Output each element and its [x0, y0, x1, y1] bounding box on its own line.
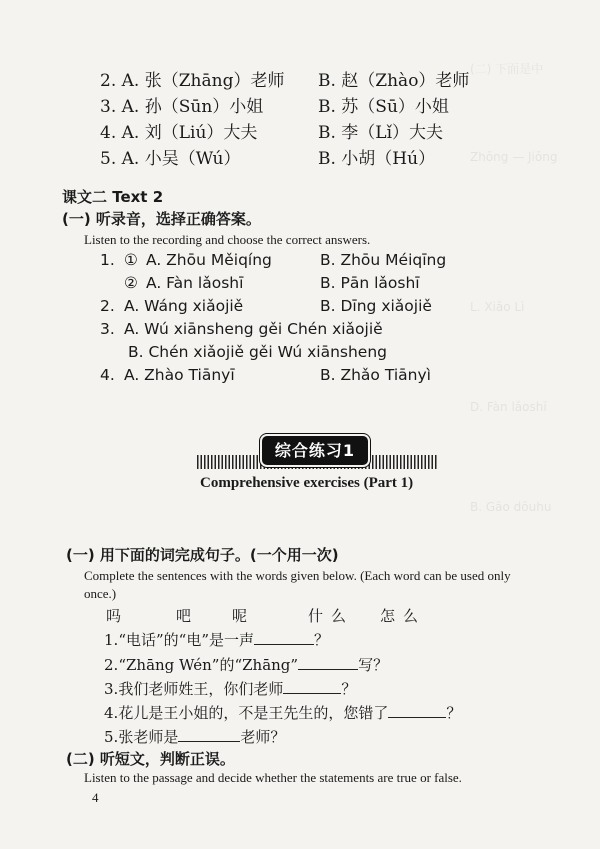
- question-number: 1.: [104, 631, 119, 649]
- sentence-text: 张老师是: [118, 728, 179, 746]
- option-a: A. 孙（Sūn）小姐: [121, 97, 264, 117]
- sub-question-marker: ②: [124, 274, 138, 292]
- sentence-text: 写？: [358, 656, 389, 674]
- answer-blank[interactable]: [388, 703, 446, 718]
- option-a: A. Wáng xiǎojiě: [124, 297, 244, 315]
- word-bank-item: 什么: [308, 607, 355, 625]
- question-number: 2.: [104, 656, 119, 674]
- question-number: 4.: [104, 704, 119, 722]
- word-bank-item: 吗: [106, 607, 122, 625]
- word-bank-item: 呢: [232, 607, 248, 625]
- sentence-text: “电话”的“电”是一声: [118, 631, 254, 649]
- option-b: B. 苏（Sū）小姐: [318, 97, 449, 117]
- answer-blank[interactable]: [298, 655, 358, 670]
- question-number: 5.: [104, 728, 119, 746]
- choice-row: [318, 118, 443, 143]
- choice-row: [318, 144, 435, 169]
- sentence-text: ？: [341, 680, 357, 698]
- sentence-row: [104, 654, 388, 675]
- option-a: A. Fàn lǎoshī: [146, 274, 244, 292]
- question-number: 4.: [100, 366, 115, 384]
- option-a: A. 刘（Liú）大夫: [121, 123, 258, 143]
- question-number: 3.: [100, 320, 115, 338]
- banner-subtitle: Comprehensive exercises (Part 1): [200, 475, 414, 491]
- exercise-instruction: Listen to the recording and choose the correct answers.: [84, 232, 371, 247]
- word-bank-item: 吧: [176, 607, 192, 625]
- question-number: 2.: [100, 297, 115, 315]
- question-number: 1.: [100, 251, 115, 269]
- question-number: 2.: [100, 71, 117, 91]
- answer-blank[interactable]: [254, 630, 314, 645]
- option-a: A. 小吴（Wú）: [121, 149, 241, 169]
- option-b: B. 李（Lǐ）大夫: [318, 123, 444, 143]
- choice-row: [318, 92, 449, 117]
- choice-row: [100, 92, 263, 117]
- answer-blank[interactable]: [178, 727, 240, 742]
- option-b: B. 小胡（Hú）: [318, 149, 436, 169]
- option-b: B. Chén xiǎojiě gěi Wú xiānsheng: [128, 343, 387, 361]
- bleed-through-text: B. Gāo dōuhu: [470, 500, 552, 514]
- question-number: 4.: [100, 123, 117, 143]
- choice-row: [100, 144, 240, 169]
- sentence-text: 老师？: [240, 728, 286, 746]
- sentence-text: “Zhāng Wén”的“Zhāng”: [118, 656, 299, 674]
- bleed-through-text: L. Xiǎo Lì: [470, 300, 525, 314]
- option-b: B. Zhǎo Tiānyì: [320, 366, 431, 384]
- sentence-text: ？: [314, 631, 330, 649]
- question-number: 3.: [100, 97, 117, 117]
- sentence-text: 我们老师姓王，你们老师: [118, 680, 284, 698]
- sub-question-marker: ①: [124, 251, 138, 269]
- page-number: 4: [92, 790, 99, 805]
- option-b: B. Pān lǎoshī: [320, 274, 420, 292]
- option-a: A. Wú xiānsheng gěi Chén xiǎojiě: [124, 320, 383, 338]
- sentence-row: [104, 678, 356, 699]
- answer-blank[interactable]: [283, 679, 341, 694]
- question-number: 3.: [104, 680, 119, 698]
- bleed-through-text: Zhōng — Jiōng: [470, 150, 558, 164]
- choice-row: [100, 118, 257, 143]
- exercise-instruction: Complete the sentences with the words given below. (Each word can be used only: [84, 568, 511, 583]
- sentence-row: [104, 629, 329, 650]
- option-b: B. 赵（Zhào）老师: [318, 71, 470, 91]
- word-bank-item: 怎么: [380, 607, 427, 625]
- choice-row: [318, 66, 469, 91]
- section-heading: 课文二 Text 2: [62, 188, 164, 206]
- option-a: A. Zhōu Měiqíng: [146, 251, 272, 269]
- option-b: B. Dīng xiǎojiě: [320, 297, 432, 315]
- option-a: A. 张（Zhāng）老师: [121, 71, 285, 91]
- exercise-instruction: once.): [84, 586, 117, 601]
- sentence-text: 花儿是王小姐的，不是王先生的，您错了: [118, 704, 389, 722]
- option-a: A. Zhào Tiānyī: [124, 366, 235, 384]
- exercise-instruction: Listen to the passage and decide whether the statements are true or false.: [84, 770, 462, 785]
- option-b: B. Zhōu Méiqīng: [320, 251, 447, 269]
- choice-row: [100, 66, 284, 91]
- sentence-text: ？: [446, 704, 462, 722]
- bleed-through-text: D. Fàn lǎoshī: [470, 400, 547, 414]
- banner-title: 综合练习1: [262, 436, 368, 465]
- question-number: 5.: [100, 149, 117, 169]
- sentence-row: [104, 702, 461, 723]
- sentence-row: [104, 726, 285, 747]
- exercise-title: (一) 用下面的词完成句子。(一个用一次): [66, 546, 339, 564]
- exercise-title: (二) 听短文，判断正误。: [66, 750, 235, 768]
- bleed-through-text: (二) 下面是中: [470, 62, 544, 76]
- exercise-title: (一) 听录音，选择正确答案。: [62, 210, 261, 228]
